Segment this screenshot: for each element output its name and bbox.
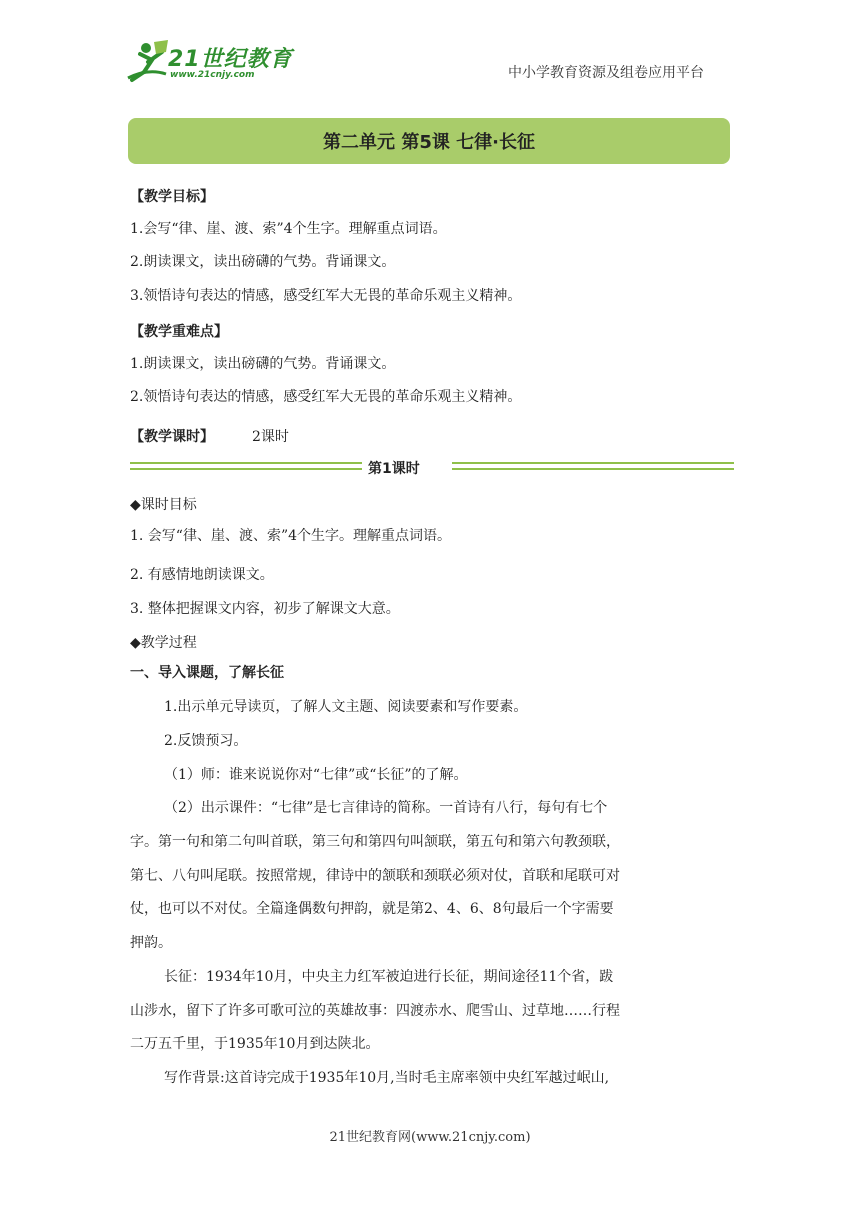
- divider-left: [130, 468, 362, 470]
- body-line: 仗，也可以不对仗。全篇逢偶数句押韵，就是第2、4、6、8句最后一个字需要: [130, 901, 614, 917]
- keypoint-item: 1.朗读课文，读出磅礴的气势。背诵课文。: [130, 356, 396, 372]
- body-line: 山涉水，留下了许多可歌可泣的英雄故事：四渡赤水、爬雪山、过草地……行程: [130, 1003, 620, 1019]
- process-heading: ◆教学过程: [130, 635, 197, 651]
- page-footer: 21世纪教育网(www.21cnjy.com): [329, 1130, 531, 1145]
- platform-label: 中小学教育资源及组卷应用平台: [508, 65, 704, 81]
- body-line: （1）师：谁来说说你对“七律”或“长征”的了解。: [164, 767, 468, 783]
- body-line: 1.出示单元导读页，了解人文主题、阅读要素和写作要素。: [164, 699, 528, 715]
- keypoint-item: 2.领悟诗句表达的情感，感受红军大无畏的革命乐观主义精神。: [130, 389, 522, 405]
- body-line: 押韵。: [130, 935, 172, 951]
- lesson-goal-item: 3. 整体把握课文内容，初步了解课文大意。: [130, 601, 400, 617]
- goal-item: 3.领悟诗句表达的情感，感受红军大无畏的革命乐观主义精神。: [130, 288, 522, 304]
- logo-text: 21世纪教育: [168, 47, 293, 72]
- divider-right: [452, 462, 734, 464]
- body-line: 长征：1934年10月，中央主力红军被迫进行长征，期间途径11个省，跋: [164, 969, 614, 985]
- goal-item: 2.朗读课文，读出磅礴的气势。背诵课文。: [130, 254, 396, 270]
- logo-url: www.21cnjy.com: [170, 70, 255, 80]
- lesson-goal-item: 2. 有感情地朗读课文。: [130, 567, 274, 583]
- keypoints-heading: 【教学重难点】: [130, 324, 228, 340]
- body-line: 字。第一句和第二句叫首联，第三句和第四句叫颔联，第五句和第六句教颈联，: [130, 834, 620, 850]
- divider-left: [130, 462, 362, 464]
- page-title: 第二单元 第5课 七律·长征: [323, 132, 535, 153]
- period-label: 第1课时: [368, 461, 420, 477]
- body-line: （2）出示课件：“七律”是七言律诗的简称。一首诗有八行，每句有七个: [164, 800, 608, 816]
- hours-value: 2课时: [252, 429, 289, 445]
- goal-item: 1.会写“律、崖、渡、索”4个生字。理解重点词语。: [130, 221, 447, 237]
- goals-heading: 【教学目标】: [130, 189, 214, 205]
- body-line: 2.反馈预习。: [164, 733, 248, 749]
- body-line: 写作背景:这首诗完成于1935年10月,当时毛主席率领中央红军越过岷山,: [164, 1070, 610, 1086]
- hours-heading: 【教学课时】: [130, 429, 214, 445]
- body-line: 第七、八句叫尾联。按照常规，律诗中的颔联和颈联必须对仗，首联和尾联可对: [130, 868, 620, 884]
- divider-right: [452, 468, 734, 470]
- lesson-goal-item: 1. 会写“律、崖、渡、索”4个生字。理解重点词语。: [130, 528, 452, 544]
- body-line: 二万五千里，于1935年10月到达陕北。: [130, 1036, 380, 1052]
- section-heading: 一、导入课题，了解长征: [130, 665, 284, 681]
- lesson-goals-heading: ◆课时目标: [130, 497, 197, 513]
